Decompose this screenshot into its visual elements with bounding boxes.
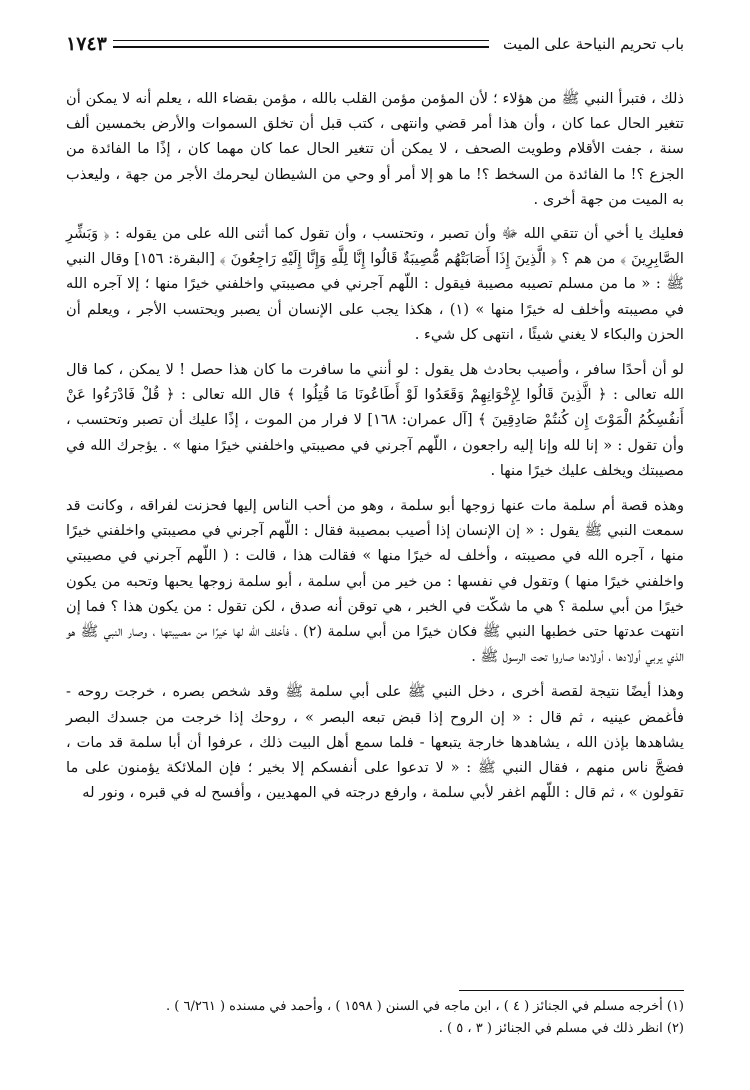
page-header	[66, 30, 684, 58]
paragraph: وهذا أيضًا نتيجة لقصة أخرى ، دخل النبي ﷺ على أبي سلمة ﷺ وقد شخص بصره ، خرجت روحه - فأغمض عينيه ، ثم قال : « إن الروح إذا قبض تبعه البصر » ، روحك إذا خرجت من جسدك البصر يشاهدها بإذن الله ، يشاهدها خارجة يتبعها - فلما سمع أهل البيت ذلك ، عرفوا أن أبا سلمة قد مات ، فضجَّ ناس منهم ، فقال النبي ﷺ : « لا تدعوا على أنفسكم إلا بخير ؛ فإن الملائكة يؤمنون على ما تقولون » ، ثم قال : اللّهم اغفر لأبي سلمة ، وارفع درجته في المهديين ، وأفسح له في قبره ، ونور له	[66, 683, 684, 802]
footnotes	[66, 996, 684, 1040]
paragraph: فعليك يا أخي أن تتقي الله ﷻ وأن تصبر ، وتحتسب ، وأن تقول كما أثنى الله على من يقوله : ﴿ وَبَشِّرِ الصَّابِرِينَ ﴾ من هم ؟ ﴿ الَّذِينَ إِذَا أَصَابَتْهُم مُّصِيبَةٌ قَالُوا إِنَّا لِلَّهِ وَإِنَّا إِلَيْهِ رَاجِعُونَ ﴾ [البقرة: ١٥٦] وقال النبي ﷺ : « ما من مسلم تصيبه مصيبة فيقول : اللّهم آجرني في مصيبتي واخلفني خيرًا منها ؛ إلا آجره الله في مصيبته وأخلف له خيرًا منها » (١) ، هكذا يجب على الإنسان أن يصبر ويحتسب الأجر ، ويعلم أن الحزن والبكاء لا يغني شيئًا ، انتهى كل شيء .	[66, 225, 684, 343]
chapter-title: باب تحريم النياحة على الميت	[503, 35, 684, 53]
paragraph: وهذه قصة أم سلمة مات عنها زوجها أبو سلمة ، وهو من أحب الناس إليها فحزنت لفراقه ، وكانت قد سمعت النبي ﷺ يقول : « إن الإنسان إذا أصيب بمصيبة فقال : اللّهم آجرني في مصيبتي واخلفني خيرًا منها ، آجره الله في مصيبته ، وأخلف له خيرًا منها » فقالت هذا ، قالت : ( اللّهم آجرني في مصيبتي واخلفني خيرًا منها ) وتقول في نفسها : من خير من أبي سلمة ، أبو سلمة زوجها يحبها وتحبه من يكون خيرًا من أبي سلمة ؟ هي ما شكّت في الخبر ، هي توقن أنه صدق ، لكن تقول : من يكون هذا ؟ فما إن انتهت عدتها حتى خطبها النبي ﷺ فكان خيرًا من أبي سلمة (٢) ، فأخلف الله لها خيرًا من مصيبتها ، وصار النبي ﷺ هو الذي يربي أولادها ، أولادها صاروا تحت الرسول ﷺ .	[66, 497, 684, 666]
paragraph: لو أن أحدًا سافر ، وأصيب بحادث هل يقول : لو أنني ما سافرت ما كان هذا حصل ! لا يمكن ، كما قال الله تعالى : ﴿ الَّذِينَ قَالُوا لِإِخْوَانِهِمْ وَقَعَدُوا لَوْ أَطَاعُونَا مَا قُتِلُوا ﴾ قال الله تعالى : ﴿ قُلْ فَادْرَءُوا عَنْ أَنفُسِكُمُ الْمَوْتَ إِن كُنتُمْ صَادِقِينَ ﴾ [آل عمران: ١٦٨] لا فرار من الموت ، إذًا عليك أن تصبر وتحتسب ، وأن تقول : « إنا لله وإنا إليه راجعون ، اللّهم آجرني في مصيبتي واخلفني خيرًا منها » . يؤجرك الله في مصيبتك ويخلف عليك خيرًا منها .	[66, 361, 684, 479]
page-number: ١٧٤٣	[66, 33, 107, 55]
footnote: (١) أخرجه مسلم في الجنائز ( ٤ ) ، ابن ماجه في السنن ( ١٥٩٨ ) ، وأحمد في مسنده ( ٦/٢٦١ ) .	[166, 999, 684, 1014]
footnote-divider	[459, 990, 684, 991]
main-text	[66, 86, 684, 815]
header-rule	[113, 40, 489, 48]
paragraph: ذلك ، فتبرأ النبي ﷺ من هؤلاء ؛ لأن المؤمن مؤمن القلب بالله ، مؤمن بقضاء الله ، يعلم أنه لا يمكن أن تتغير الحال عما كان ، وأن هذا أمر قضي وانتهى ، كتب قبل أن تخلق السموات والأرض بخمسين ألف سنة ، جفت الأقلام وطويت الصحف ، لا يمكن أن تتغير الحال عما كان مهما كان ، إذًا ما الفائدة من الجزع ؟! ما الفائدة من السخط ؟! ما هو إلا أمر أو وحي من الشيطان ليحرمك الأجر من جهة ، وليعذب به الميت من جهة أخرى .	[66, 90, 684, 208]
footnote: (٢) انظر ذلك في مسلم في الجنائز ( ٣ ، ٥ ) .	[438, 1021, 684, 1036]
